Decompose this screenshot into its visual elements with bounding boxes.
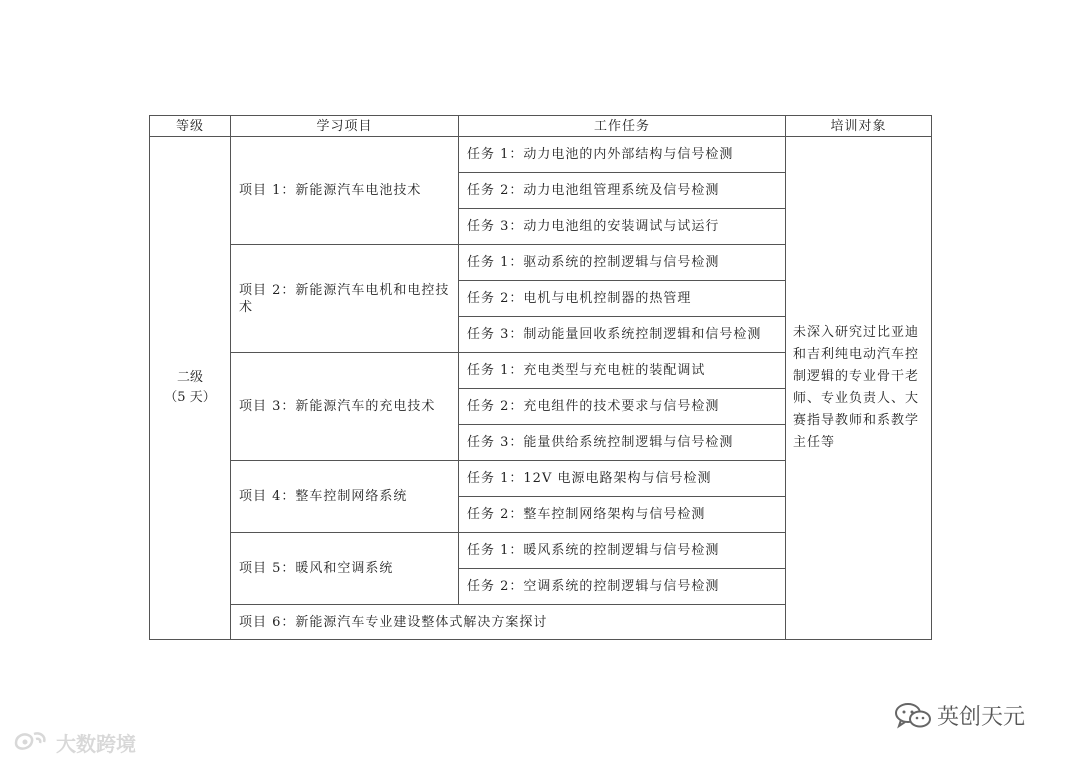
project-cell-1: 项目 1：新能源汽车电池技术 [231,137,459,245]
task-cell: 任务 2：空调系统的控制逻辑与信号检测 [459,569,786,605]
target-cell: 未深入研究过比亚迪和吉利纯电动汽车控制逻辑的专业骨干老师、专业负责人、大赛指导教师和系教学主任等 [786,137,932,640]
table-header-row [150,116,932,137]
header-grade: 等级 [150,116,231,137]
task-cell: 任务 3：制动能量回收系统控制逻辑和信号检测 [459,317,786,353]
task-cell: 任务 3：动力电池组的安装调试与试运行 [459,209,786,245]
task-cell: 任务 1：12V 电源电路架构与信号检测 [459,461,786,497]
header-task: 工作任务 [459,116,786,137]
weibo-like-logo-icon [12,730,52,756]
task-cell: 任务 1：暖风系统的控制逻辑与信号检测 [459,533,786,569]
watermark-left-text: 大数跨境 [56,732,136,756]
header-project: 学习项目 [231,116,459,137]
watermark-right-text: 英创天元 [937,705,1026,730]
project-cell-5: 项目 5：暖风和空调系统 [231,533,459,605]
project-cell-4: 项目 4：整车控制网络系统 [231,461,459,533]
task-cell: 任务 1：驱动系统的控制逻辑与信号检测 [459,245,786,281]
task-cell: 任务 1：充电类型与充电桩的装配调试 [459,353,786,389]
grade-level: 二级 [176,370,203,385]
task-cell: 任务 3：能量供给系统控制逻辑与信号检测 [459,425,786,461]
task-cell: 任务 2：电机与电机控制器的热管理 [459,281,786,317]
watermark-right [893,700,1025,731]
project-cell-6: 项目 6：新能源汽车专业建设整体式解决方案探讨 [231,605,786,640]
header-target: 培训对象 [786,116,932,137]
curriculum-table [149,115,932,640]
table-row [150,137,932,173]
watermark-left [12,728,136,757]
curriculum-table-container [149,115,931,640]
task-cell: 任务 2：整车控制网络架构与信号检测 [459,497,786,533]
wechat-logo-icon [893,701,933,731]
grade-cell [150,137,231,640]
project-cell-2: 项目 2：新能源汽车电机和电控技术 [231,245,459,353]
task-cell: 任务 2：动力电池组管理系统及信号检测 [459,173,786,209]
grade-duration: （5 天） [164,390,216,405]
project-cell-3: 项目 3：新能源汽车的充电技术 [231,353,459,461]
task-cell: 任务 1：动力电池的内外部结构与信号检测 [459,137,786,173]
task-cell: 任务 2：充电组件的技术要求与信号检测 [459,389,786,425]
